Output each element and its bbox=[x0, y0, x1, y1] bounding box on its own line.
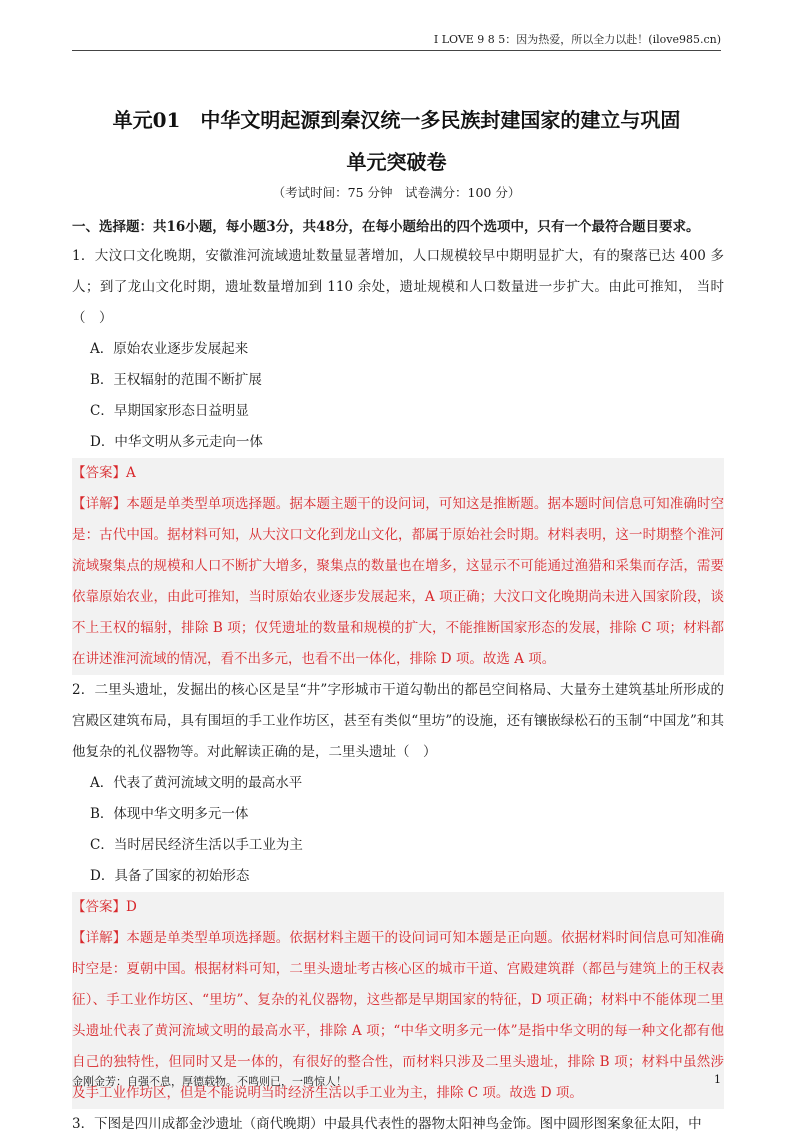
q2-option-b: B．体现中华文明多元一体 bbox=[90, 806, 249, 822]
q2-option-c: C．当时居民经济生活以手工业为主 bbox=[90, 837, 303, 853]
q2-option-d: D．具备了国家的初始形态 bbox=[90, 868, 250, 884]
exam-info: （考试时间：75 分钟 试卷满分：100 分） bbox=[272, 185, 521, 200]
question-1-options bbox=[72, 334, 724, 458]
question-2-options bbox=[72, 768, 724, 892]
q1-option-d: D．中华文明从多元走向一体 bbox=[90, 434, 263, 450]
question-3-stem: 3．下图是四川成都金沙遗址（商代晚期）中最具代表性的器物太阳神鸟金饰。图中圆形图案象征太阳，中 bbox=[72, 1116, 702, 1132]
page-header bbox=[72, 30, 721, 51]
q1-option-b: B．王权辐射的范围不断扩展 bbox=[90, 372, 262, 388]
page-number: 1 bbox=[714, 1073, 721, 1086]
doc-title-line1: 单元01 中华文明起源到秦汉统一多民族封建国家的建立与巩固 bbox=[112, 108, 681, 132]
question-1-answer-block bbox=[72, 458, 724, 675]
q1-explanation: 【详解】本题是单类型单项选择题。据本题主题干的设问词，可知这是推断题。据本题时间信息可知准确时空是：古代中国。据材料可知，从大汶口文化到龙山文化，都属于原始社会时期。材料表明，这一时期整个淮河流域聚集点的规模和人口不断扩大增多，聚集点的数量也在增多，这显示不可能通过渔猎和采集而存活，需要依靠原始农业，由此可推知，当时原始农业逐步发展起来，A 项正确；大汶口文化晚期尚未进入国家阶段，谈不上王权的辐射，排除 B 项；仅凭遗址的数量和规模的扩大，不能推断国家形态的发展，排除 C 项；材料都在讲述淮河流域的情况，看不出多元，也看不出一体化，排除 D 项。故选 A 项。 bbox=[72, 496, 724, 667]
q2-answer: 【答案】D bbox=[72, 899, 137, 915]
q2-option-a: A．代表了黄河流域文明的最高水平 bbox=[90, 775, 303, 791]
question-1-stem: 1．大汶口文化晚期，安徽淮河流域遗址数量显著增加，人口规模较早中期明显扩大，有的聚落已达 400 多人；到了龙山文化时期，遗址数量增加到 110 余处，遗址规模和人口数量进一步扩大。由此可推知， 当时（ ） bbox=[72, 248, 724, 326]
q1-option-a: A．原始农业逐步发展起来 bbox=[90, 341, 249, 357]
footer-motto: 金刚金芳：自强不息，厚德载物。不鸣则已，一鸣惊人！ bbox=[72, 1075, 347, 1088]
header-text: I LOVE 9 8 5：因为热爱，所以全力以赴！(ilove985.cn) bbox=[433, 33, 721, 46]
section-heading: 一、选择题：共16小题，每小题3分，共48分，在每小题给出的四个选项中，只有一个最符合题目要求。 bbox=[72, 219, 700, 235]
q1-option-c: C．早期国家形态日益明显 bbox=[90, 403, 249, 419]
question-2-stem: 2．二里头遗址，发掘出的核心区是呈“井”字形城市干道勾勒出的都邑空间格局、大量夯土建筑基址所形成的宫殿区建筑布局，具有围垣的手工业作坊区，甚至有类似“里坊”的设施，还有镶嵌绿松石的玉制“中国龙”和其他复杂的礼仪器物等。对此解读正确的是，二里头遗址（ ） bbox=[72, 682, 724, 760]
q2-explanation: 【详解】本题是单类型单项选择题。依据材料主题干的设问词可知本题是正向题。依据材料时间信息可知准确时空是：夏朝中国。根据材料可知，二里头遗址考古核心区的城市干道、宫殿建筑群（都邑与建筑上的王权表征）、手工业作坊区、“里坊”、复杂的礼仪器物，这些都是早期国家的特征，D 项正确；材料中不能体现二里头遗址代表了黄河流域文明的最高水平，排除 A 项；“中华文明多元一体”是指中华文明的每一种文化都有他自己的独特性，但同时又是一体的，有很好的整合性，而材料只涉及二里头遗址，排除 B 项；材料中虽然涉及手工业作坊区，但是不能说明当时经济生活以手工业为主，排除 C 项。故选 D 项。 bbox=[72, 930, 724, 1101]
questions-content bbox=[72, 241, 724, 1140]
q1-answer: 【答案】A bbox=[72, 465, 136, 481]
doc-title-line2: 单元突破卷 bbox=[346, 150, 447, 174]
